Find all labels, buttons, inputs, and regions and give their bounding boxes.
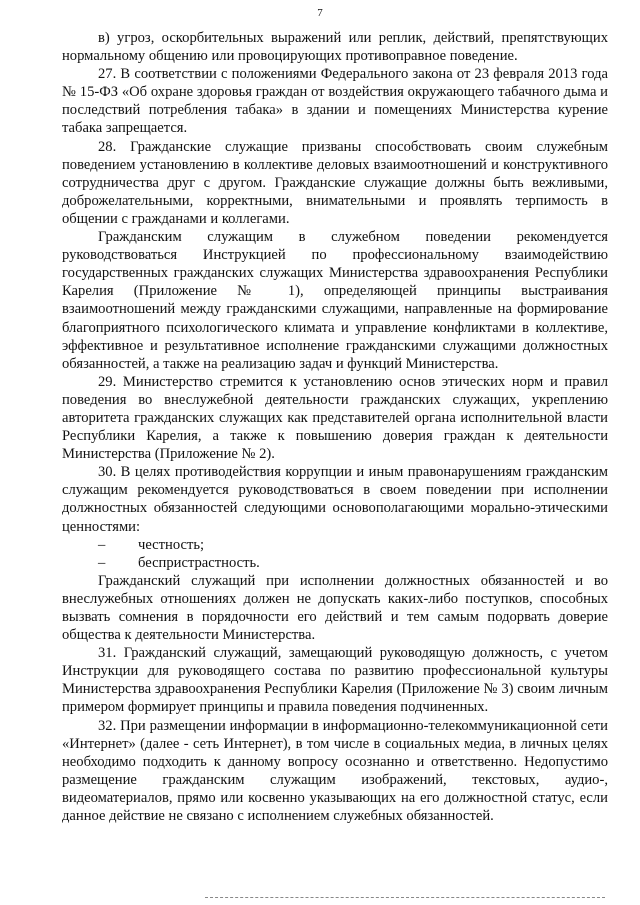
paragraph: 29. Министерство стремится к установлению основ этических норм и правил поведения во внеслужебной деятельности гражданских служащих, укреплению авторитета гражданских служащих как представителей органа исполнительной власти Республики Карелия, а также к повышению доверия граждан к деятельности Министерства (Приложение № 2). xyxy=(62,373,608,463)
list-dash: – xyxy=(98,536,106,553)
document-body xyxy=(62,29,608,825)
list-item-text: беспристрастность. xyxy=(138,554,260,571)
paragraph: в) угроз, оскорбительных выражений или реплик, действий, препятствующих нормальному общению или провоцирующих противоправное поведение. xyxy=(62,30,608,65)
values-list xyxy=(62,536,608,572)
paragraph: Гражданский служащий при исполнении должностных обязанностей и во внеслужебных отношениях должен не допускать каких-либо поступков, способных вызвать сомнения в порядочности его действий и тем самым подорвать доверие общества к деятельности Министерства. xyxy=(62,572,608,644)
page-number: 7 xyxy=(317,7,323,19)
paragraph: 32. При размещении информации в информационно-телекоммуникационной сети «Интернет» (далее - сеть Интернет), в том числе в социальных медиа, в личных целях необходимо подходить к данному вопросу осознанно и ответственно. Недопустимо размещение гражданским служащим изображений, текстовых, аудио-, видеоматериалов, прямо или косвенно указывающих на его должностной статус, если данное действие не связано с исполнением служебных обязанностей. xyxy=(62,717,608,825)
paragraph: 28. Гражданские служащие призваны способствовать своим служебным поведением установлению в коллективе деловых взаимоотношений и конструктивного сотрудничества друг с другом. Гражданские служащие должны быть вежливыми, доброжелательными, корректными, внимательными и проявлять терпимость в общении с гражданами и коллегами. xyxy=(62,138,608,227)
list-dash: – xyxy=(98,554,106,571)
paragraph: 27. В соответствии с положениями Федерального закона от 23 февраля 2013 года № 15-ФЗ «Об охране здоровья граждан от воздействия окружающего табачного дыма и последствий потребления табака» в здании и помещениях Министерства курение табака запрещается. xyxy=(62,66,608,137)
paragraph: 31. Гражданский служащий, замещающий руководящую должность, с учетом Инструкции для руководящего состава по развитию профессиональной культуры Министерства здравоохранения Республики Карелия (Приложение № 3) своим личным примером формирует принципы и правила поведения подчиненных. xyxy=(62,645,608,716)
list-item xyxy=(62,554,608,572)
paragraph: Гражданским служащим в служебном поведении рекомендуется руководствоваться Инструкцией по профессиональному взаимодействию государственных гражданских служащих Министерства здравоохранения Республики Карелия (Приложение № 1), определяющей принципы выстраивания взаимоотношений между гражданскими служащими, направленные на формирование благоприятного психологического климата и управление конфликтами в коллективе, эффективное и результативное исполнение гражданскими служащими должностных обязанностей, а также на реализацию задач и функций Министерства. xyxy=(62,229,608,372)
bottom-scan-line xyxy=(205,897,605,898)
list-item xyxy=(62,536,608,554)
paragraphs-top xyxy=(62,29,608,536)
paragraph: 30. В целях противодействия коррупции и иным правонарушениям гражданским служащим рекомендуется руководствоваться в своем поведении при исполнении должностных обязанностей следующими основополагающими морально-этическими ценностями: xyxy=(62,464,608,535)
list-item-text: честность; xyxy=(138,536,205,553)
paragraphs-bottom xyxy=(62,572,608,825)
